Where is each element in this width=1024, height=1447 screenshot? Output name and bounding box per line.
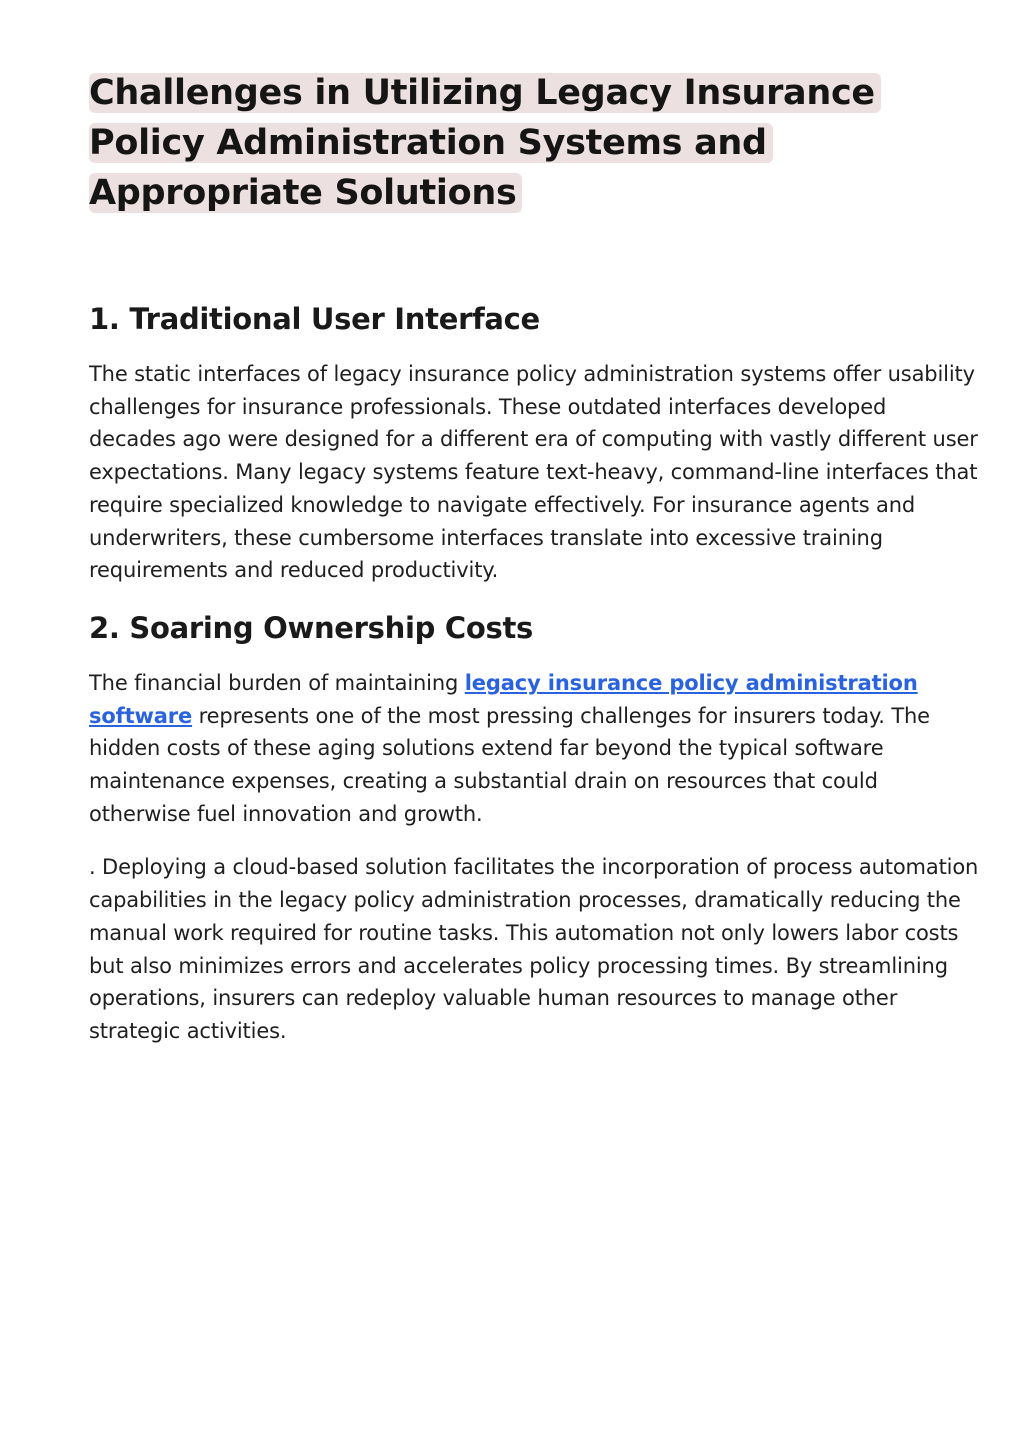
document-title <box>89 68 979 218</box>
section-heading-ownership-costs: 2. Soaring Ownership Costs <box>89 610 533 645</box>
section-paragraph: The static interfaces of legacy insurance policy administration systems offer usability challenges for insurance professionals. These outdated interfaces developed decades ago were designed for a different era of computing with vastly different user expectations. Many legacy systems feature text-heavy, command-line interfaces that require specialized knowledge to navigate effectively. For insurance agents and underwriters, these cumbersome interfaces translate into excessive training requirements and reduced productivity. <box>89 362 978 583</box>
legacy-software-link[interactable]: legacy insurance policy administration software <box>89 670 918 728</box>
paragraph-text-after-link: represents one of the most pressing challenges for insurers today. The hidden costs of these aging solutions extend far beyond the typical software maintenance expenses, creating a substantial drain on resources that could otherwise fuel innovation and growth. <box>89 703 930 826</box>
document-page <box>89 68 979 1048</box>
section-paragraph-with-link <box>89 667 979 831</box>
section-paragraph: . Deploying a cloud-based solution facilitates the incorporation of process automation capabilities in the legacy policy administration processes, dramatically reducing the manual work required for routine tasks. This automation not only lowers labor costs but also minimizes errors and accelerates policy processing times. By streamlining operations, insurers can redeploy valuable human resources to manage other strategic activities. <box>89 855 979 1043</box>
document-title-text: Challenges in Utilizing Legacy Insurance Policy Administration Systems and Appropriate Solutions <box>89 73 881 213</box>
section-heading-traditional-ui: 1. Traditional User Interface <box>89 302 540 336</box>
paragraph-text-before-link: The financial burden of maintaining <box>89 670 465 695</box>
